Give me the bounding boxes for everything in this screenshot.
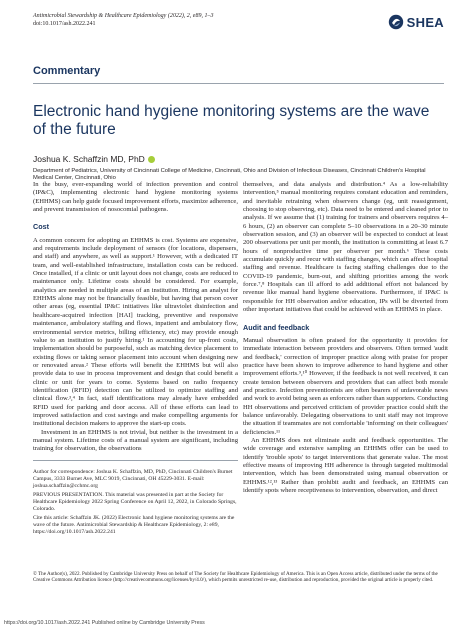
page-footer[interactable]: https://doi.org/10.1017/ash.2022.241 Published online by Cambridge University Press bbox=[4, 620, 205, 626]
section-heading-audit: Audit and feedback bbox=[243, 322, 310, 332]
presentation-note: PREVIOUS PRESENTATION. This material was presented in part at the Society for Healthcare Epidemiology 2022 Spring Conference on April 12, 2022, in Colorado Springs, Colorado. bbox=[33, 491, 237, 512]
abstract-paragraph: In the busy, ever-expanding world of infection prevention and control (IP&C), implementing electronic hand hygiene monitoring systems (EHHMS) can help guide focused improvement efforts, maximize adherence, and prevent transmission of nosocomial pathogens. bbox=[33, 181, 238, 214]
shea-wordmark: SHEA bbox=[406, 14, 444, 30]
shea-emblem-icon bbox=[388, 14, 404, 30]
license-statement: © The Author(s), 2022. Published by Cambridge University Press on behalf of The Society for Healthcare Epidemiology of America. This is an Open Access article, distributed under the terms of the Creative Commons Attribution licence (http://creativecommons.org/licenses/by/4.0/), which permits unrestricted re-use, distribution and reproduction, provided the original article is properly cited. bbox=[33, 571, 438, 584]
citation-note: Cite this article: Schaffzin JK. (2022) Electronic hand hygiene monitoring systems are the wave of the future. Antimicrobial Stewardship & Healthcare Epidemiology, 2: e89, https://doi.org/10.1017/ash.2022.241 bbox=[33, 514, 235, 535]
body-paragraph: Investment in an EHHMS is not trivial, but neither is the investment in a manual system. Lifetime costs of a manual system are significant, including training for observation, the observations bbox=[33, 428, 238, 453]
article-type: Commentary bbox=[33, 65, 101, 77]
body-paragraph: themselves, and data analysis and distribution.⁴ As a low-reliability intervention,⁵ manual monitoring requires constant education and reminders, and inevitable retraining when observers change (eg, unit reassignment, choosing to stop observing, etc). Data need to be entered and cleaned prior to analysis. If we assume that (1) training for trainers and observers requires 4–6 hours, (2) an observer can complete 5–10 observations in a 20–30 minute observation session, and (3) an observer will be expected to conduct at least 200 observations per unit per month, the institution is committing at least 6.7 hours of nonproductive time per observer per month.⁶ These costs accumulate quickly and recur with staffing changes, which can affect hospital staffing and revenue. Healthcare is facing staffing challenges due to the COVID-19 pandemic, burn-out, and shifting priorities among the work force.⁷,⁸ Hospitals can ill afford to add additional effort not balanced by revenue like manual hand hygiene observations. Furthermore, if IP&C is responsible for HH observation and/or education, IPs will be diverted from other important initiatives that could be achieved with an EHHMS in place. bbox=[243, 181, 449, 314]
orcid-icon[interactable] bbox=[148, 156, 155, 163]
footnotes bbox=[33, 469, 238, 536]
body-paragraph: Manual observation is often praised for the opportunity it provides for immediate interaction between providers and observers. Often termed 'audit and feedback,' correction of improper practice along with praise for proper practice have been shown to improve adherence to hand hygiene and other improvement efforts.⁹,¹⁰ However, if the feedback is not well received, it can create tension between observers and providers that can affect both morale and practice. Infection preventionists are often bearers of unfavorable news and work to avoid being seen as enforcers rather than supporters. Conducting HH observations and perceived criticism of provider practice could shift the balance unfavorably. Delegating observations to unit staff may not improve the situation if teammates are not comfortable 'informing' on their colleagues' deficiencies.¹¹ bbox=[243, 336, 448, 436]
header-divider bbox=[33, 83, 444, 84]
author-affiliation: Department of Pediatrics, University of Cincinnati College of Medicine, Cincinnati, Ohio and Division of Infectious Diseases, Cincinnati Children's Hospital Medical Center, Cincinnati, Ohio bbox=[33, 168, 426, 182]
body-paragraph: A common concern for adopting an EHHMS is cost. Systems are expensive, and requirements include deployment of sensors (for locations, dispensers, and staff) and anywhere, as well as support.¹ However, with a dedicated IT team, and well-established infrastructure, installation costs can be reduced. Once installed, if a clinic or unit layout does not change, costs are reduced to maintenance only. Lifetime costs should be considered. For example, analytics are needed in multiple areas of an institution. Hiring an analyst for EHHMS alone may not be financially feasible, but having that person cover other areas (eg, essential IP&C initiatives like ultraviolet disinfection and healthcare-acquired infection [HAI] tracking, preventive and responsive maintenance, ambulatory staffing and flows, inpatient and ambulatory flow, environmental service metrics, billing efficiency, etc) may provide enough value to an institution to justify hiring.¹ In accounting for up-front costs, implementation should be purposeful, such as matching device placement to existing flows or taking sensor placement into account when designing new or renovated areas.² These efforts will benefit the EHHMS but will also provide data to use in process improvement and design that could benefit a clinic or unit for years to come. Systems based on radio frequency identification (RFID) detection can be utilized to optimize staffing and clinical flow.³,⁴ In fact, staff identifications may already have embedded RFID used for parking and door access. All of these efforts can lead to improved satisfaction and cost savings and make compelling arguments for institutional decision makers to approve the start-up costs. bbox=[33, 236, 238, 428]
article-title: Electronic hand hygiene monitoring systems are the wave of the future bbox=[33, 103, 430, 138]
correspondence-note: Author for correspondence: Joshua K. Schaffzin, MD, PhD, Cincinnati Children's Burnet Campus, 3333 Burnet Ave, MLC 9019, Cincinnati, OH 45229-3031. E-mail: joshua.schaffzin@cchmc.org bbox=[33, 468, 233, 489]
article-doi[interactable]: doi:10.1017/ash.2022.241 bbox=[33, 20, 96, 27]
section-heading-cost: Cost bbox=[33, 222, 49, 232]
footnote-divider bbox=[33, 460, 238, 461]
author-line bbox=[33, 154, 155, 164]
right-column bbox=[243, 181, 448, 495]
body-paragraph: An EHHMS does not eliminate audit and feedback opportunities. The wide coverage and extensive sampling an EHHMS offer can be used to identify 'trouble spots' to target interventions that generate value. The most effective means of improving HH adherence is through targeted multimodal intervention, which has been demonstrated using manual observation or EHHMS.¹²,¹³ Rather than prohibit audit and feedback, an EHHMS can identify spots where receptiveness to intervention, observation, and direct bbox=[243, 436, 448, 495]
publisher-logo[interactable] bbox=[388, 14, 444, 30]
journal-header bbox=[33, 13, 213, 28]
author-name: Joshua K. Schaffzin MD, PhD bbox=[33, 154, 145, 164]
journal-citation: Antimicrobial Stewardship & Healthcare Epidemiology (2022), 2, e89, 1–3 bbox=[33, 13, 214, 19]
left-column bbox=[33, 181, 238, 538]
